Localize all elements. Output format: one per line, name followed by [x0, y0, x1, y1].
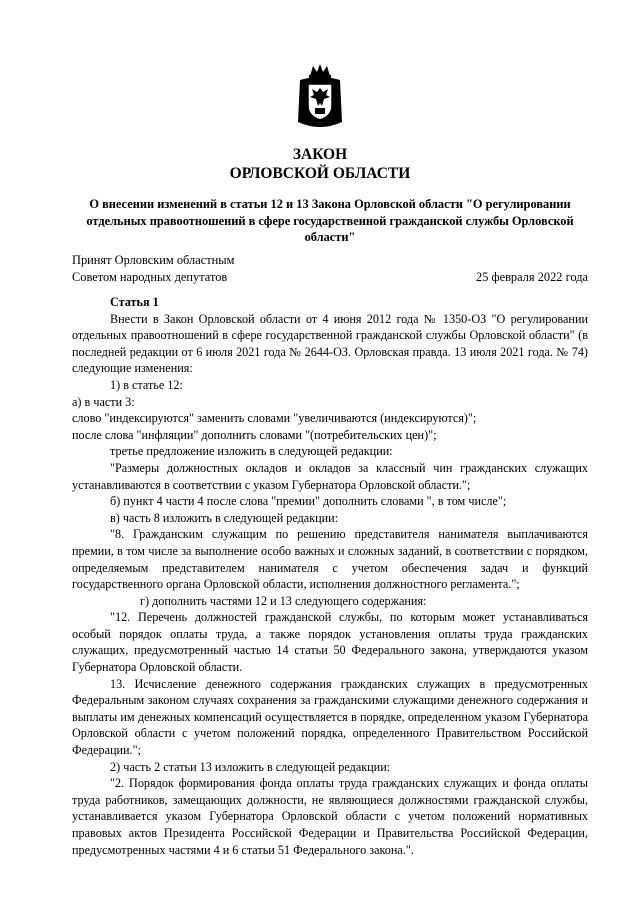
adoption-block — [72, 252, 588, 285]
paragraph: "Размеры должностных окладов и окладов за классный чин гражданских служащих устанавливаются в соответствии с указом Губернатора Орловской области."; — [72, 460, 588, 492]
paragraph: третье предложение изложить в следующей редакции: — [110, 444, 393, 459]
paragraph: в) часть 8 изложить в следующей редакции: — [110, 510, 339, 525]
paragraph: "2. Порядок формирования фонда оплаты труда гражданских служащих и фонда оплаты труда работников, замещающих должности, не являющиеся должностями гражданской службы, устанавливается указом Губернатора Орловской области с учетом положений нормативных правовых актов Президента Российской Федерации и Правительства Российской Федерации, предусмотренных частями 4 и 6 статьи 51 Федерального закона.". — [72, 776, 588, 857]
paragraph: 2) часть 2 статьи 13 изложить в следующей редакции: — [110, 759, 391, 774]
adoption-line2: Советом народных депутатов — [72, 269, 228, 284]
paragraph: Внести в Закон Орловской области от 4 июня 2012 года № 1350-ОЗ "О регулировании отдельных правоотношений в сфере государственной гражданской службы Орловской области" (в последней редакции от 6 июля 2021 года № 2644-ОЗ. Орловская правда. 13 июля 2021 года. № 74) следующие изменения: — [72, 311, 588, 376]
coat-of-arms-icon — [296, 62, 344, 130]
document-title-line2: ОРЛОВСКОЙ ОБЛАСТИ — [229, 165, 411, 182]
paragraph: 13. Исчисление денежного содержания гражданских служащих в предусмотренных Федеральным законом случаях сохранения за гражданскими служащими денежного содержания и выплаты им денежных компенсаций осуществляется в порядке, определенном указом Губернатора Орловской области с учетом положений порядка, определенного Правительством Российской Федерации."; — [72, 676, 588, 758]
paragraph: б) пункт 4 части 4 после слова "премии" дополнить словами ", в том числе"; — [110, 494, 507, 509]
paragraph: а) в части 3: — [72, 394, 135, 409]
paragraph: после слова "инфляции" дополнить словами "(потребительских цен)"; — [72, 427, 437, 442]
paragraph: "12. Перечень должностей гражданской службы, по которым может устанавливаться особый порядок оплаты труда, а также порядок установления оплаты труда гражданских служащих, предусмотренный частью 14 статьи 50 Федерального закона, утверждаются указом Губернатора Орловской области. — [72, 610, 588, 675]
adoption-date: 25 февраля 2022 года — [476, 269, 588, 284]
document-title-line1: ЗАКОН — [292, 146, 348, 163]
article-body — [72, 294, 588, 858]
document-subtitle: О внесении изменений в статьи 12 и 13 Закона Орловской области "О регулировании отдельных правоотношений в сфере государственной гражданской службы Орловской области" — [86, 197, 574, 244]
article-heading: Статья 1 — [110, 295, 159, 309]
paragraph: "8. Гражданским служащим по решению представителя нанимателя выплачиваются премии, в том числе за выполнение особо важных и сложных заданий, в соответствии с порядком, определяемым представителем нанимателя с учетом обеспечения задач и функций государственного органа Орловской области, исполнения должностного регламента."; — [72, 527, 588, 592]
adoption-line1: Принят Орловским областным — [72, 253, 235, 267]
paragraph: слово "индексируются" заменить словами "увеличиваются (индексируются)"; — [72, 411, 477, 426]
paragraph: г) дополнить частями 12 и 13 следующего содержания: — [140, 593, 427, 608]
paragraph: 1) в статье 12: — [110, 377, 183, 392]
